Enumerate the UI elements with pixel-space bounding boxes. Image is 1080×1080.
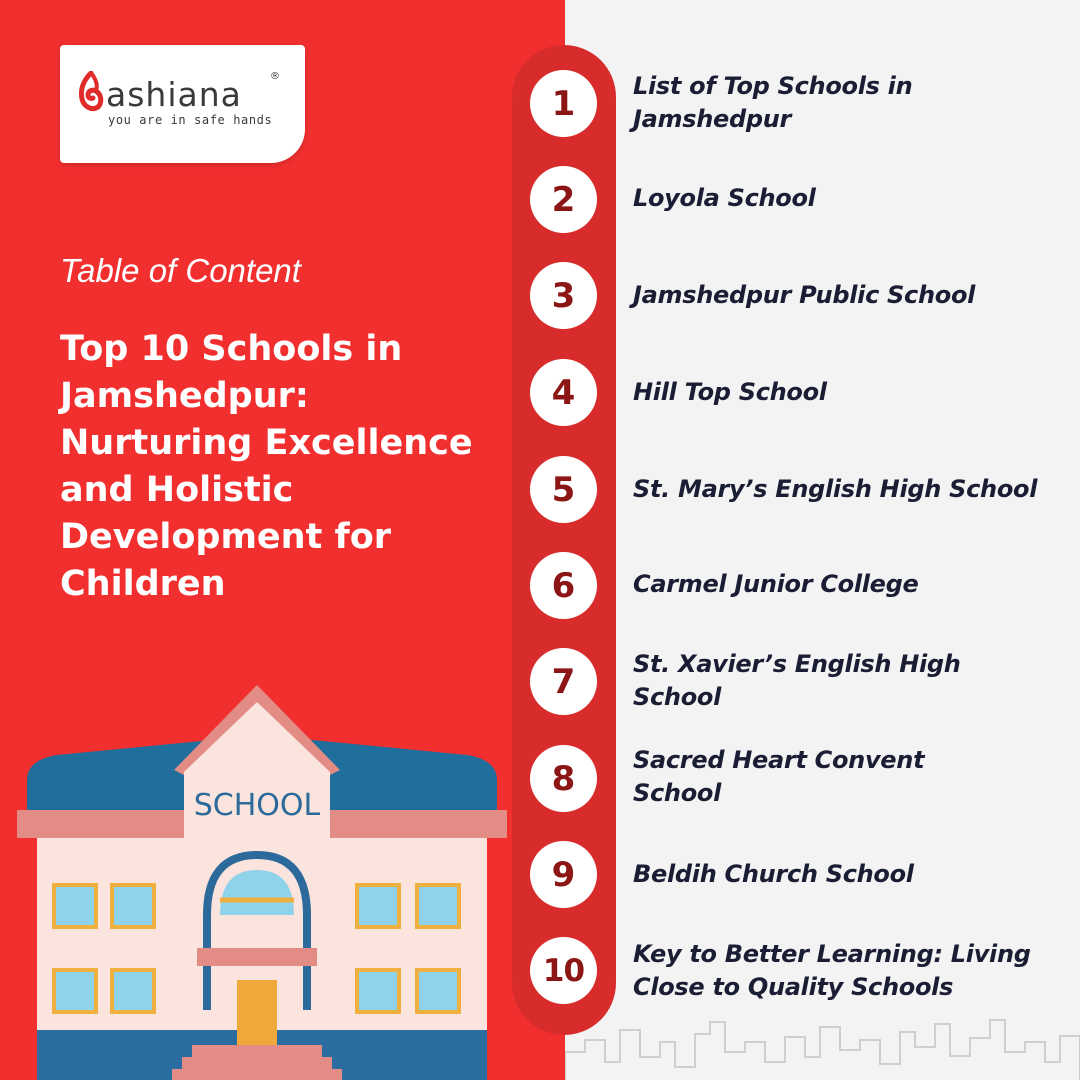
item-number: 8	[530, 745, 597, 812]
toc-item-8[interactable]: Sacred Heart Convent School	[633, 746, 925, 807]
item-number: 5	[530, 456, 597, 523]
brand-name: ashiana	[106, 75, 242, 114]
toc-item-2[interactable]: Loyola School	[633, 184, 816, 212]
item-number: 9	[530, 841, 597, 908]
right-panel	[565, 0, 1080, 1080]
toc-item-10[interactable]: Key to Better Learning: Living Close to Quality Schools	[633, 940, 1031, 1001]
toc-item-4[interactable]: Hill Top School	[633, 378, 827, 406]
toc-item-3[interactable]: Jamshedpur Public School	[633, 281, 976, 309]
school-building-icon	[12, 680, 512, 1080]
city-skyline-icon	[565, 1012, 1080, 1080]
item-number: 3	[530, 262, 597, 329]
brand-tagline: you are in safe hands	[108, 113, 273, 127]
item-number: 1	[530, 70, 597, 137]
toc-item-7[interactable]: St. Xavier’s English High School	[633, 650, 961, 711]
page-title: Top 10 Schools in Jamshedpur: Nurturing Excellence and Holistic Development for Children	[60, 329, 473, 604]
toc-item-6[interactable]: Carmel Junior College	[633, 570, 919, 598]
brand-logo[interactable]	[60, 45, 305, 163]
toc-item-1[interactable]: List of Top Schools in Jamshedpur	[633, 72, 913, 133]
toc-item-5[interactable]: St. Mary’s English High School	[633, 475, 1038, 503]
item-number: 2	[530, 166, 597, 233]
item-number: 10	[530, 937, 597, 1004]
item-number: 4	[530, 359, 597, 426]
toc-label: Table of Content	[60, 252, 301, 289]
ashiana-logo-mark-icon	[78, 71, 104, 113]
item-number: 6	[530, 552, 597, 619]
item-number: 7	[530, 648, 597, 715]
registered-mark: ®	[270, 71, 280, 82]
school-sign-text: SCHOOL	[193, 788, 321, 823]
toc-item-9[interactable]: Beldih Church School	[633, 860, 914, 888]
